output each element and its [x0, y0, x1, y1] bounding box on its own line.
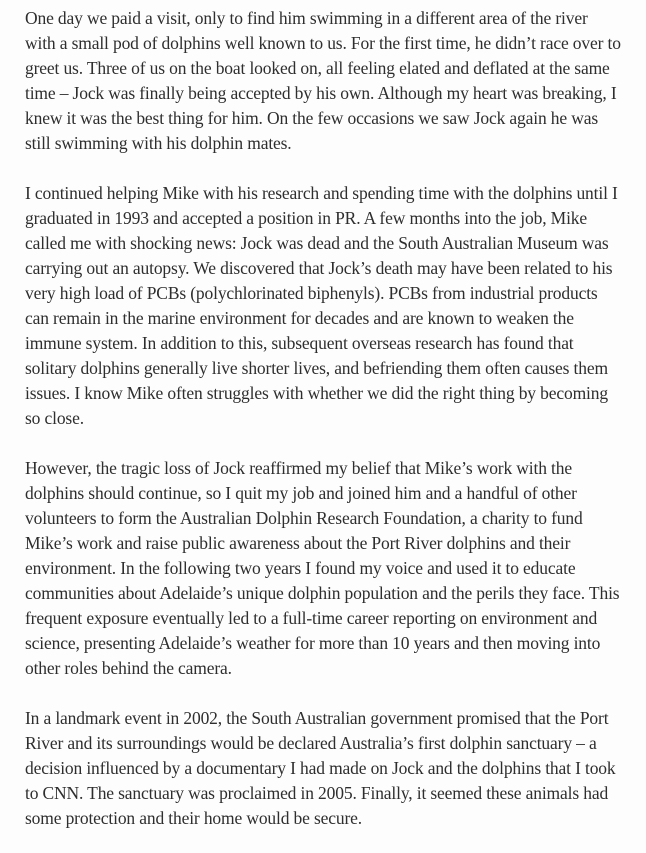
paragraph-1: One day we paid a visit, only to find him swimming in a different area of the river with a small pod of dolphins well known to us. For the first time, he didn’t race over to greet us. Three of us on the boat looked on, all feeling elated and deflated at the same time – Jock was finally being accepted by his own. Although my heart was breaking, I knew it was the best thing for him. On the few occasions we saw Jock again he was still swimming with his dolphin mates.	[25, 8, 621, 153]
paragraph-4: In a landmark event in 2002, the South Australian government promised that the Port River and its surroundings would be declared Australia’s first dolphin sanctuary – a decision influenced by a documentary I had made on Jock and the dolphins that I took to CNN. The sanctuary was proclaimed in 2005. Finally, it seemed these animals had some protection and their home would be secure.	[25, 708, 616, 828]
paragraph-2: I continued helping Mike with his research and spending time with the dolphins until I graduated in 1993 and accepted a position in PR. A few months into the job, Mike called me with shocking news: Jock was dead and the South Australian Museum was carrying out an autopsy. We discovered that Jock’s death may have been related to his very high load of PCBs (polychlorinated biphenyls). PCBs from industrial products can remain in the marine environment for decades and are known to weaken the immune system. In addition to this, subsequent overseas research has found that solitary dolphins generally live shorter lives, and befriending them often causes them issues. I know Mike often struggles with whether we did the right thing by becoming so close.	[25, 183, 618, 428]
paragraph-3: However, the tragic loss of Jock reaffirmed my belief that Mike’s work with the dolphins should continue, so I quit my job and joined him and a handful of other volunteers to form the Australian Dolphin Research Foundation, a charity to fund Mike’s work and raise public awareness about the Port River dolphins and their environment. In the following two years I found my voice and used it to educate communities about Adelaide’s unique dolphin population and the perils they face. This frequent exposure eventually led to a full-time career reporting on environment and science, presenting Adelaide’s weather for more than 10 years and then moving into other roles behind the camera.	[25, 458, 620, 678]
